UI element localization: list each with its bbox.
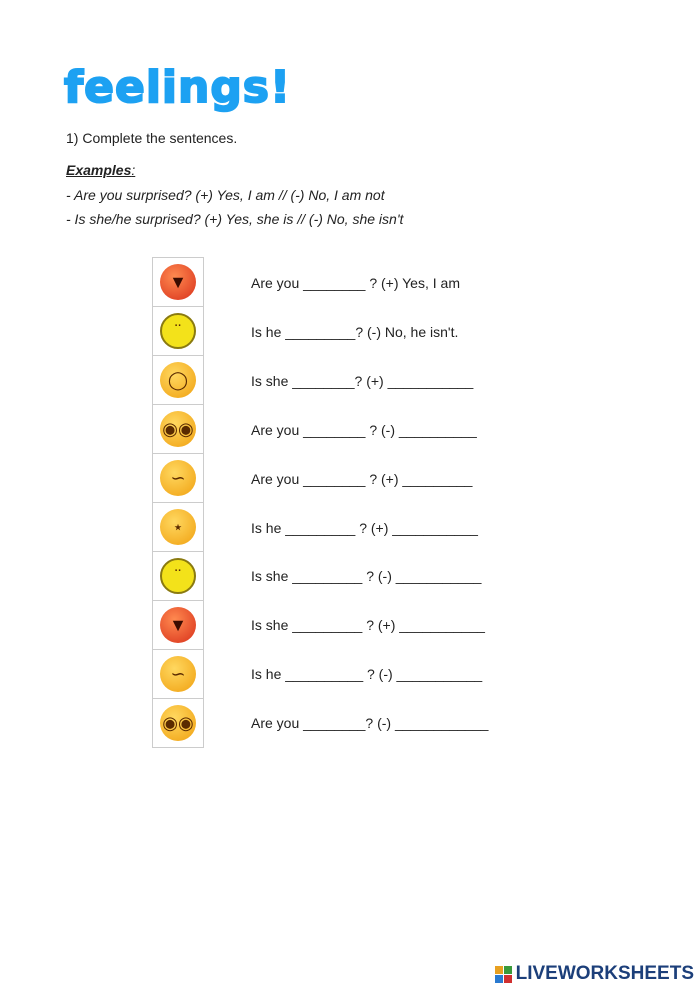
- emoji-cell: [153, 307, 203, 356]
- tired-face-icon: ⋆: [160, 509, 196, 545]
- hungry-face-icon: ◯: [160, 362, 196, 398]
- liveworksheets-logo: [495, 963, 694, 985]
- emoji-column: [152, 257, 204, 748]
- exercise-sentence[interactable]: Is she _________ ? (+) ___________: [251, 617, 485, 633]
- emoji-cell: [153, 699, 203, 747]
- instruction: 1) Complete the sentences.: [66, 130, 238, 146]
- thirsty-face-icon: ∽: [160, 460, 196, 496]
- example-line: - Are you surprised? (+) Yes, I am // (-) No, I am not: [66, 187, 385, 203]
- example-line: - Is she/he surprised? (+) Yes, she is // (-) No, she isn't: [66, 211, 404, 227]
- examples-heading: [66, 162, 135, 178]
- angry-face-icon: ▼: [160, 607, 196, 643]
- exercise-sentence[interactable]: Is he _________? (-) No, he isn't.: [251, 324, 459, 340]
- exercise-sentence[interactable]: Are you ________ ? (+) _________: [251, 471, 473, 487]
- page-title: feelings!: [64, 62, 292, 113]
- emoji-cell: [153, 503, 203, 552]
- nervous-face-icon: ¨: [160, 313, 196, 349]
- thirsty-face-icon: ∽: [160, 656, 196, 692]
- exercise-sentence[interactable]: Are you ________? (-) ____________: [251, 715, 489, 731]
- emoji-cell: [153, 454, 203, 503]
- exercise-sentence[interactable]: Is he __________ ? (-) ___________: [251, 666, 483, 682]
- examples-heading-text: Examples: [66, 162, 132, 178]
- logo-mark-icon: [495, 966, 512, 983]
- emoji-cell: [153, 601, 203, 650]
- exercise-sentence[interactable]: Is she ________? (+) ___________: [251, 373, 474, 389]
- exercise-sentence[interactable]: Is he _________ ? (+) ___________: [251, 520, 478, 536]
- colon: :: [131, 162, 136, 178]
- emoji-cell: [153, 650, 203, 699]
- bored-face-icon: ◉◉: [160, 411, 196, 447]
- angry-face-icon: ▼: [160, 264, 196, 300]
- logo-text: LIVEWORKSHEETS: [515, 963, 694, 984]
- exercise-sentence[interactable]: Is she _________ ? (-) ___________: [251, 568, 482, 584]
- exercise-sentence[interactable]: Are you ________ ? (-) __________: [251, 422, 477, 438]
- bored-face-icon: ◉◉: [160, 705, 196, 741]
- emoji-cell: [153, 405, 203, 454]
- exercise-sentence[interactable]: Are you ________ ? (+) Yes, I am: [251, 275, 460, 291]
- nervous-face-icon: ¨: [160, 558, 196, 594]
- emoji-cell: [153, 356, 203, 405]
- emoji-cell: [153, 552, 203, 601]
- emoji-cell: [153, 258, 203, 307]
